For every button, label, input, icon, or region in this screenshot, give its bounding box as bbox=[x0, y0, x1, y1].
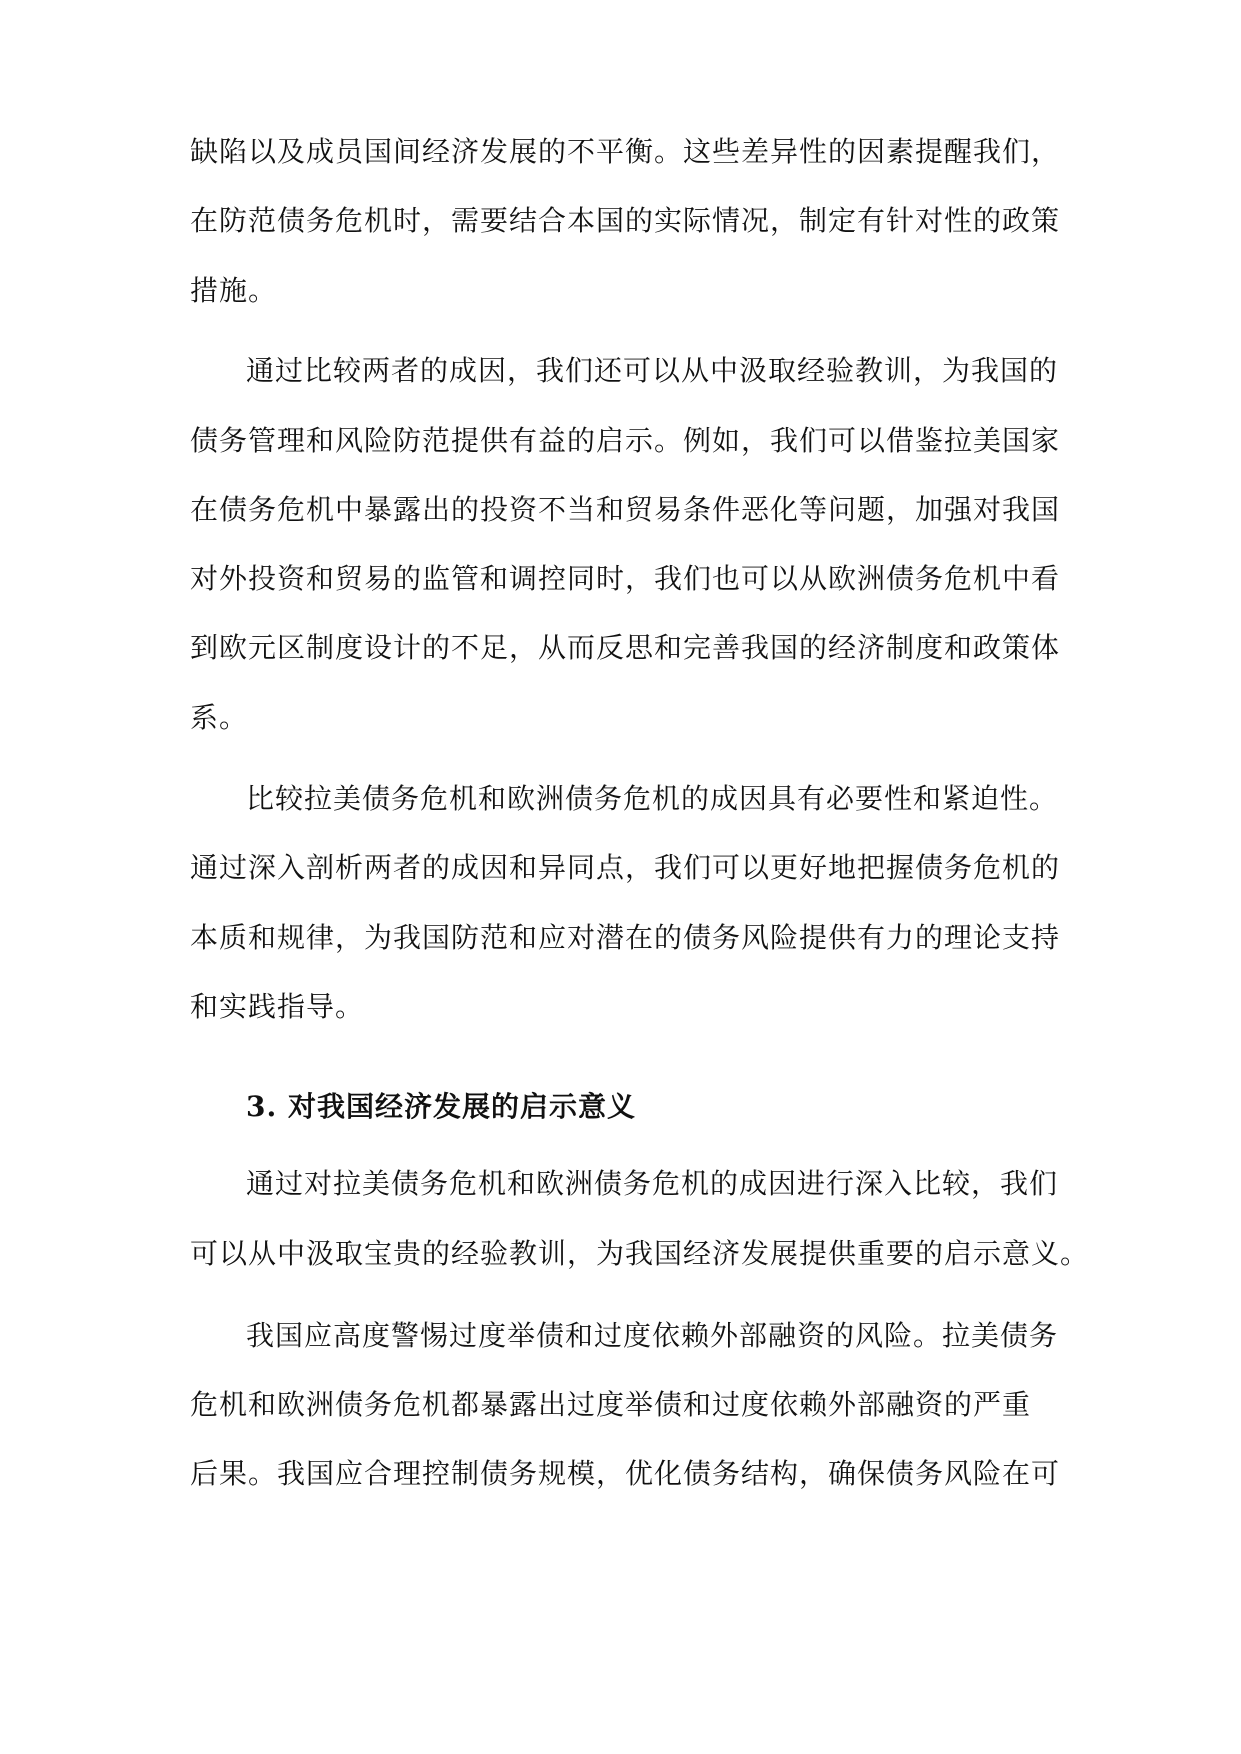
paragraph-line: 比较拉美债务危机和欧洲债务危机的成因具有必要性和紧迫性。 bbox=[246, 782, 1059, 815]
paragraph-line: 可以从中汲取宝贵的经验教训，为我国经济发展提供重要的启示意义。 bbox=[190, 1237, 1090, 1270]
paragraph-line: 到欧元区制度设计的不足，从而反思和完善我国的经济制度和政策体 bbox=[190, 631, 1061, 664]
paragraph-line: 措施。 bbox=[190, 274, 278, 307]
section-heading: 3. 对我国经济发展的启示意义 bbox=[246, 1090, 636, 1123]
paragraph-line: 在债务危机中暴露出的投资不当和贸易条件恶化等问题，加强对我国 bbox=[190, 493, 1061, 526]
paragraph-line: 后果。我国应合理控制债务规模，优化债务结构，确保债务风险在可 bbox=[190, 1457, 1061, 1490]
paragraph-line: 缺陷以及成员国间经济发展的不平衡。这些差异性的因素提醒我们， bbox=[190, 135, 1061, 168]
paragraph-line: 对外投资和贸易的监管和调控同时，我们也可以从欧洲债务危机中看 bbox=[190, 562, 1061, 595]
paragraph-line: 和实践指导。 bbox=[190, 990, 365, 1023]
paragraph-line: 在防范债务危机时，需要结合本国的实际情况，制定有针对性的政策 bbox=[190, 204, 1061, 237]
paragraph-line: 系。 bbox=[190, 701, 249, 734]
paragraph-line: 债务管理和风险防范提供有益的启示。例如，我们可以借鉴拉美国家 bbox=[190, 424, 1061, 457]
paragraph-line: 通过对拉美债务危机和欧洲债务危机的成因进行深入比较，我们 bbox=[246, 1167, 1059, 1200]
paragraph-line: 通过深入剖析两者的成因和异同点，我们可以更好地把握债务危机的 bbox=[190, 851, 1061, 884]
paragraph-line: 我国应高度警惕过度举债和过度依赖外部融资的风险。拉美债务 bbox=[246, 1319, 1059, 1352]
paragraph-line: 危机和欧洲债务危机都暴露出过度举债和过度依赖外部融资的严重 bbox=[190, 1388, 1032, 1421]
paragraph-line: 本质和规律，为我国防范和应对潜在的债务风险提供有力的理论支持 bbox=[190, 921, 1061, 954]
paragraph-line: 通过比较两者的成因，我们还可以从中汲取经验教训，为我国的 bbox=[246, 354, 1059, 387]
